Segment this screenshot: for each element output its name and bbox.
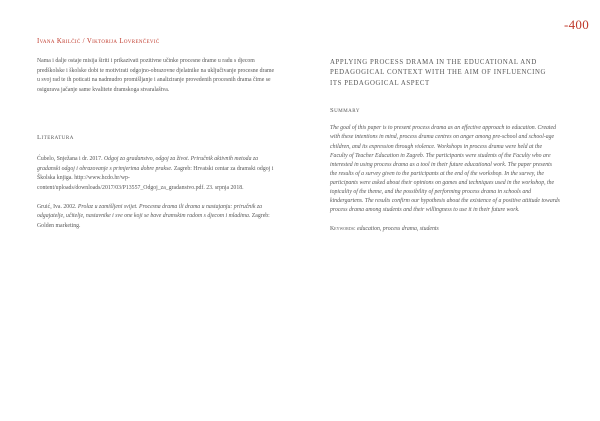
right-page	[330, 58, 560, 234]
reference-title: Odgoj za gradanstvo, odgoj za život. Priručnik aktivnih metoda za gradanski odgoj i obrazovanje s primjerima dobre prakse.	[37, 156, 259, 172]
keywords-values: education, process drama, students	[357, 226, 439, 233]
reference-item	[37, 155, 277, 193]
reference-title: Prolaz u zamišljeni svijet. Procesna drama ili drama u nastajanju: priručnik za odgajatelje, učitelje, nastavnike i sve one koji se bave dramskim radom s djecom i mladima.	[37, 204, 262, 220]
reference-normal: Ćubelo, Snježana i dr. 2017.	[37, 156, 104, 163]
reference-normal: Gruić, Iva. 2002.	[37, 204, 78, 211]
summary-heading: Summary	[330, 107, 360, 115]
summary-text: The goal of this paper is to present process drama as an effective approach to education. Created with these intentions in mind, process drama centres on anger among pre-school and school-age children, and its expression through violence. Workshops in process drama were held at the Faculty of Teacher Education in Zagreb. The participants were students of the Faculty who are interested in using process drama as a tool in their future educational work. The paper presents the results of a survey given to the participants at the end of the workshop. In the survey, the participants were asked about their opinions on games and techniques used in the workshop, the topicality of the theme, and the possibility of performing process drama in schools and kindergartens. The results confirm our hypothesis about the existence of a positive attitude towards process drama among students and their willingness to use it in their future work.	[330, 125, 560, 214]
reference-list	[37, 155, 277, 231]
literature-heading: Literatura	[37, 134, 74, 142]
page-number: -400	[563, 17, 589, 32]
conclusion-paragraph	[37, 57, 277, 95]
running-header-authors: Ivana Krilčić / Viktorija Lovrenčević	[37, 38, 160, 45]
left-page	[37, 37, 277, 241]
keywords-line	[330, 225, 560, 234]
paragraph-text: Nama i dalje ostaje misija širiti i prikazivati pozitivne učinke procesne drame u radu s djecom predškolske i školske dobi te motivirati odgojno-obrazovne djelatnike na uključivanje procesne drame u svoj rad te ih poticati na nadmudro promišljanje i analiziranje provedenih procesnih drama čime se osigurava jačanje same kvalitete dramskoga stvaralaštva.	[37, 58, 275, 93]
reference-normal: Zagreb: Golden marketing.	[37, 213, 270, 229]
english-title: APPLYING PROCESS DRAMA IN THE EDUCATIONAL AND PEDAGOGICAL CONTEXT WITH THE AIM OF INFLUENCING ITS PEDAGOGICAL ASPECT	[330, 59, 546, 87]
keywords-label: Keywords:	[330, 226, 356, 233]
reference-item	[37, 203, 277, 231]
reference-normal: Zagreb: Hrvatski centar za dramski odgoj i Školska knjiga. http://www.hcdo.hr/wp-content/uploads/downloads/2017/03/P13557_Odgoj_za_gradanstvo.pdf. 23. srpnja 2018.	[37, 165, 274, 191]
